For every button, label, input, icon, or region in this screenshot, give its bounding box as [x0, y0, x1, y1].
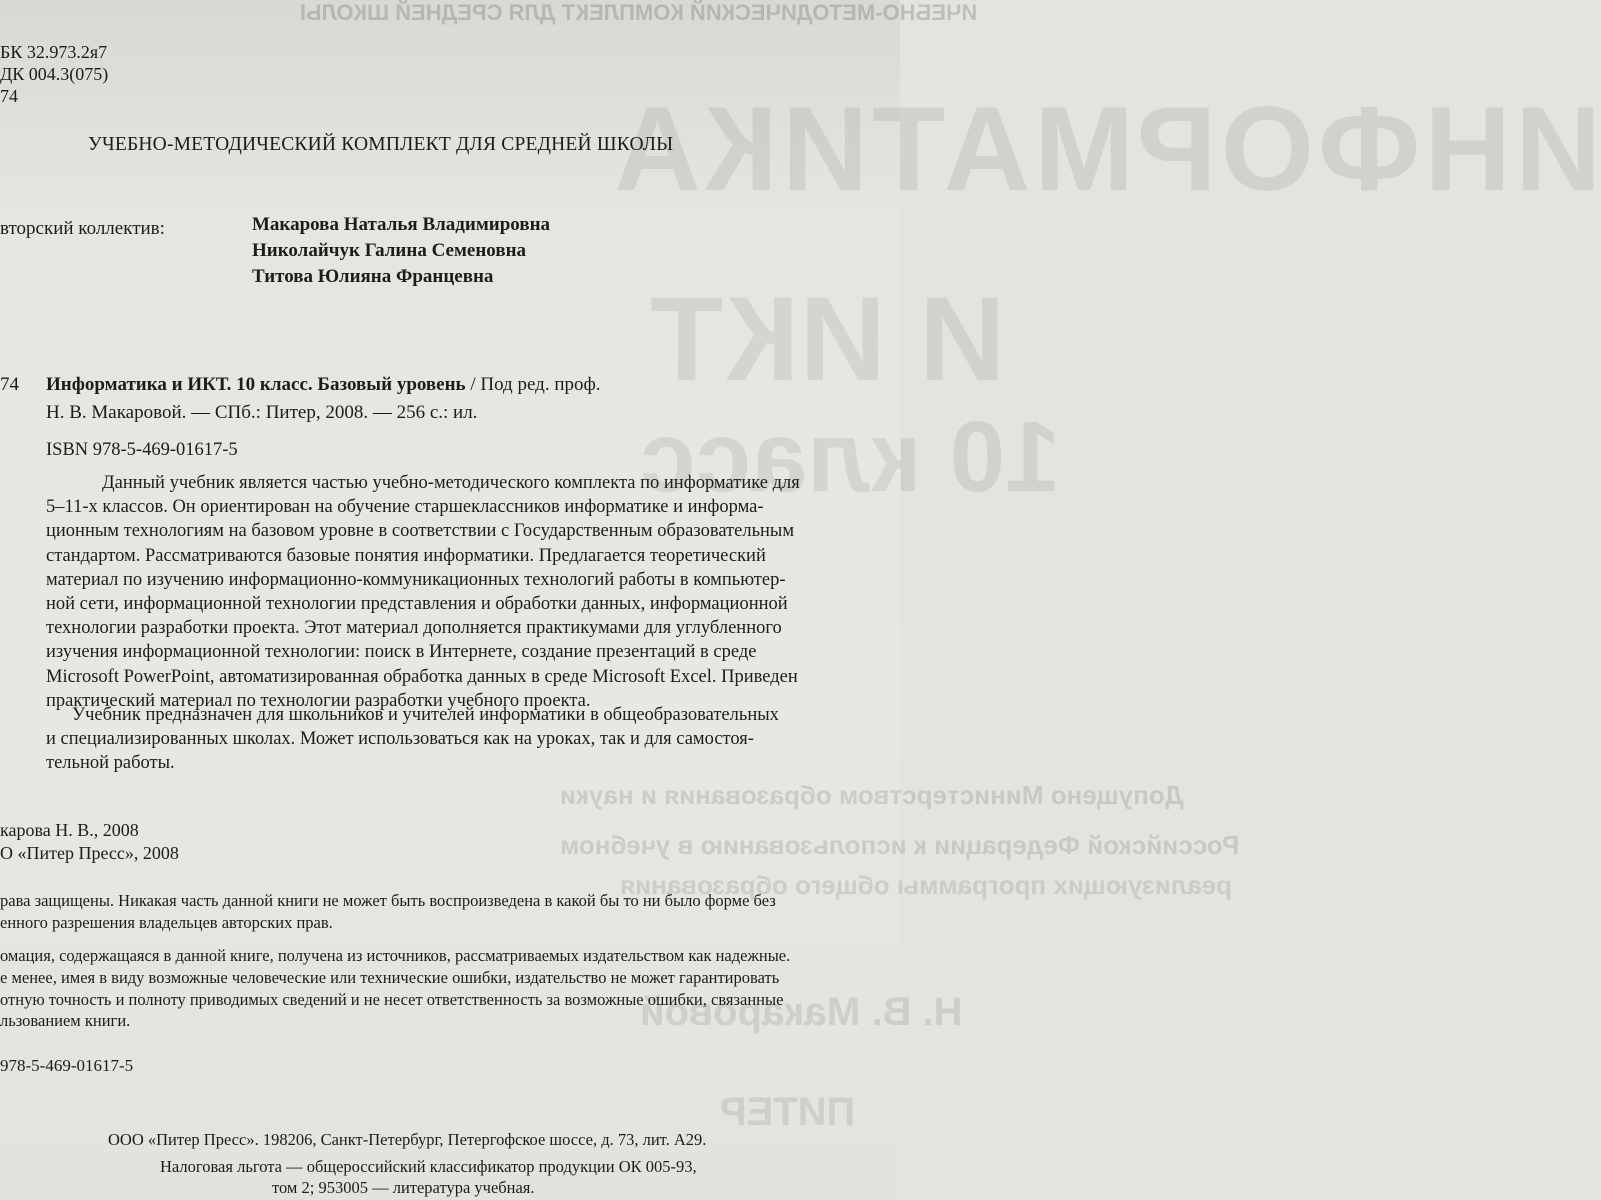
rights-line: рава защищены. Никакая часть данной книги не может быть воспроизведена в какой бы то ни было форме без	[0, 891, 776, 910]
abstract-line: ной сети, информационной технологии представления и обработки данных, информационной	[46, 594, 788, 615]
abstract-line: Данный учебник является частью учебно-методического комплекта по информатике для	[102, 473, 800, 493]
biblio-publication-line: Н. В. Макаровой. — СПб.: Питер, 2008. — 256 с.: ил.	[46, 402, 478, 423]
tax-note-line: том 2; 953005 — литература учебная.	[272, 1178, 535, 1197]
showthrough-top: ИЧЕБНО-МЕТОДИЧЕСКИЙ КОМПЛЕКТ ДЛЯ СРЕДНЕЙ ШКОЛЫ	[300, 0, 978, 25]
tax-note-line: Налоговая льгота — общероссийский классификатор продукции ОК 005-93,	[160, 1157, 697, 1176]
abstract-line: изучения информационной технологии: поиск в Интернете, создание презентаций в среде	[46, 642, 757, 663]
author-name: Николайчук Галина Семеновна	[252, 240, 527, 261]
abstract-line: практический материал по технологии разработки учебного проекта.	[46, 690, 591, 711]
abstract-line: Microsoft PowerPoint, автоматизированная обработка данных в среде Microsoft Excel. Приведен	[46, 666, 798, 687]
abstract-line: стандартом. Рассматриваются базовые понятия информатики. Предлагается теоретический	[46, 545, 766, 566]
showthrough-approval-1: Допущено Министерством образования и науки	[560, 780, 1184, 810]
abstract-line: ционным технологиям на базовом уровне в соответствии с Государственным образовательным	[46, 521, 795, 542]
collective-label: вторский коллектив:	[0, 218, 165, 239]
showthrough-approval-2: Российской Федерации к использованию в учебном	[560, 830, 1240, 860]
showthrough-approval-3: реализующих программы общего образования	[620, 870, 1233, 900]
disclaimer-line: омация, содержащаяся в данной книге, получена из источников, рассматриваемых издательством как надежные.	[0, 946, 791, 965]
author-code: 74	[0, 86, 18, 106]
showthrough-editor: Н. В. Макаровой	[640, 990, 963, 1034]
author-name: Макарова Наталья Владимировна	[252, 214, 551, 235]
showthrough-title: ИНФОРМАТИКА	[610, 82, 1601, 216]
disclaimer-line: е менее, имея в виду возможные человеческие или технические ошибки, издательство не может гарантировать	[0, 967, 780, 987]
abstract-line: материал по изучению информационно-коммуникационных технологий работы в компьютер-	[46, 569, 786, 590]
showthrough-logo: ПИТЕР	[720, 1090, 856, 1134]
showthrough-ikt: И ИКТ	[650, 272, 1006, 406]
showthrough-grade: 10 класс	[640, 401, 1061, 513]
abstract-line: 5–11-х классов. Он ориентирован на обучение старшеклассников информатике и информа-	[46, 497, 764, 518]
isbn-bottom: 978-5-469-01617-5	[0, 1056, 134, 1075]
rights-line: енного разрешения владельцев авторских прав.	[0, 912, 333, 932]
isbn: ISBN 978-5-469-01617-5	[46, 440, 238, 460]
disclaimer-line: льзованием книги.	[0, 1011, 131, 1031]
biblio-author-code: 74	[0, 374, 19, 395]
publisher-address: ООО «Питер Пресс». 198206, Санкт-Петербург, Петергофское шоссе, д. 73, лит. А29.	[108, 1130, 707, 1149]
abstract-paragraph	[46, 471, 854, 713]
series-title: УЧЕБНО-МЕТОДИЧЕСКИЙ КОМПЛЕКТ ДЛЯ СРЕДНЕЙ ШКОЛЫ	[88, 134, 674, 155]
disclaimer-notice	[0, 945, 790, 1032]
purpose-line: и специализированных школах. Может использоваться как на уроках, так и для самостоя-	[46, 729, 754, 750]
disclaimer-line: отную точность и полноту приводимых сведений и не несет ответственность за возможные ошибки, связанные	[0, 989, 784, 1009]
purpose-line: Учебник предназначен для школьников и учителей информатики в общеобразовательных	[72, 705, 779, 725]
editor-note: / Под ред. проф.	[465, 374, 601, 395]
biblio-title-line	[46, 374, 601, 396]
book-title: Информатика и ИКТ. 10 класс. Базовый уровень	[46, 374, 466, 395]
bbk-code: БК 32.973.2я7	[0, 42, 108, 62]
udk-code: ДК 004.3(075)	[0, 64, 109, 84]
rights-notice	[0, 890, 776, 934]
purpose-paragraph	[46, 703, 854, 776]
copyright-publisher: О «Питер Пресс», 2008	[0, 843, 179, 863]
purpose-line: тельной работы.	[46, 753, 175, 774]
author-name: Титова Юлияна Францевна	[252, 266, 494, 287]
copyright-author: карова Н. В., 2008	[0, 820, 139, 840]
abstract-line: технологии разработки проекта. Этот материал дополняется практикумами для углубленного	[46, 618, 782, 639]
